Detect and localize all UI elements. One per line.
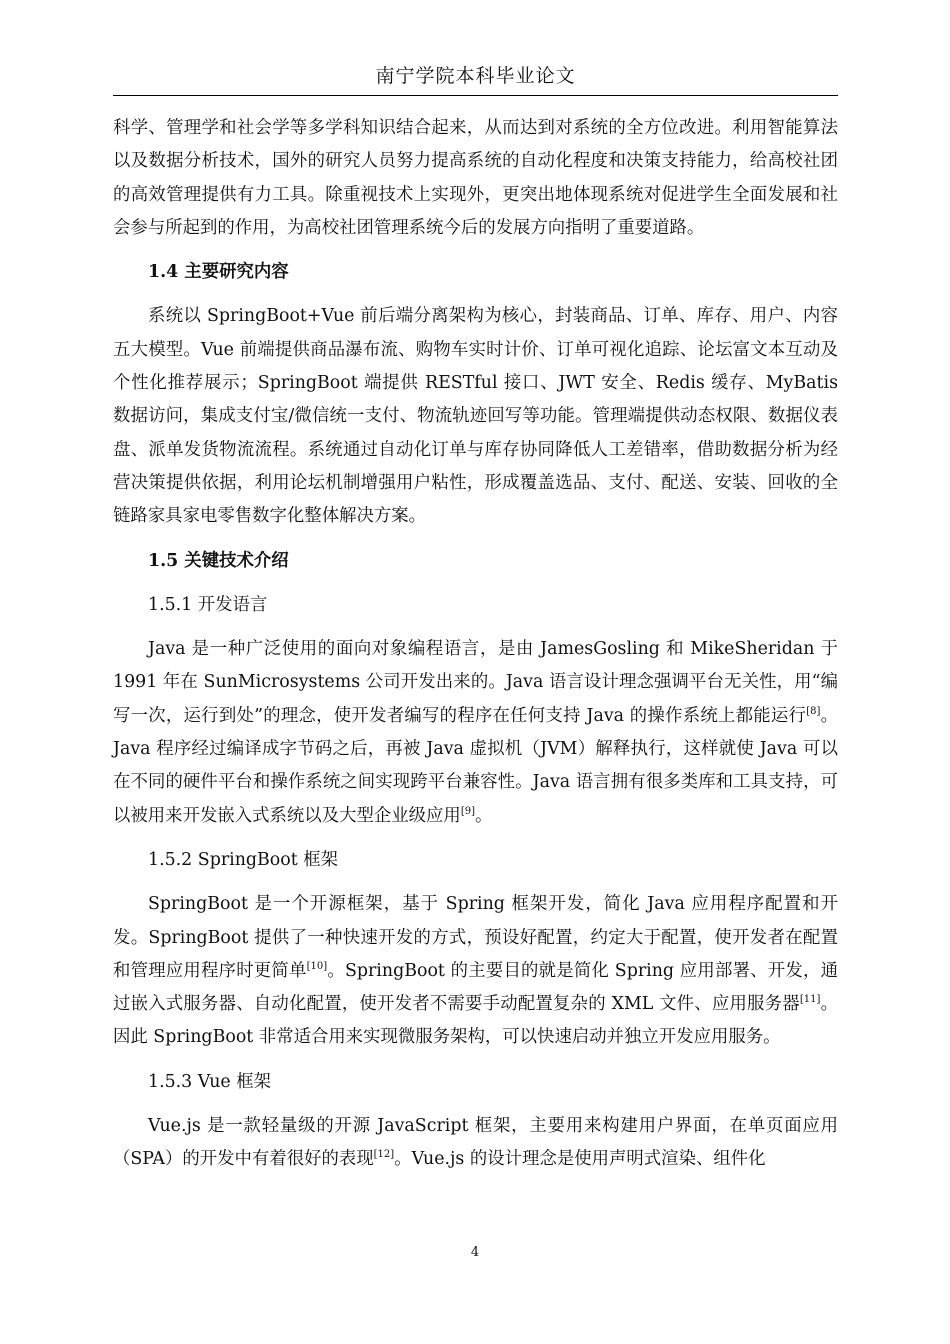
subsection-heading-1-5-3: 1.5.3 Vue 框架: [148, 1071, 272, 1092]
paragraph-research-content: 系统以 SpringBoot+Vue 前后端分离架构为核心，封装商品、订单、库存、用户、内容五大模型。Vue 前端提供商品瀑布流、购物车实时计价、订单可视化追踪、论坛富文本互动及个性化推荐展示；SpringBoot 端提供 RESTful 接口、JWT 安全、Redis 缓存、MyBatis 数据访问，集成支付宝/微信统一支付、物流轨迹回写等功能。管理端提供动态权限、数据仪表盘、派单发货物流流程。系统通过自动化订单与库存协同降低人工差错率，借助数据分析为经营决策提供依据，利用论坛机制增强用户粘性，形成覆盖选品、支付、配送、安装、回收的全链路家具家电零售数字化整体解决方案。: [113, 306, 838, 527]
java-text-part-1: Java 是一种广泛使用的面向对象编程语言，是由 JamesGosling 和 MikeSheridan 于 1991 年在 SunMicrosystems 公司开发出来的。Java 语言设计理念强调平台无关性，用“编写一次，运行到处”的理念，使开发者编写的程序在任何支持 Java 的操作系统上都能运行: [113, 639, 838, 726]
java-text-part-3: 。: [475, 805, 493, 826]
running-header: 南宁学院本科毕业论文: [375, 65, 576, 87]
paragraph-continuation: 科学、管理学和社会学等多学科知识结合起来，从而达到对系统的全方位改进。利用智能算法以及数据分析技术，国外的研究人员努力提高系统的自动化程度和决策支持能力，给高校社团的高效管理提供有力工具。除重视技术上实现外，更突出地体现系统对促进学生全面发展和社会参与所起到的作用，为高校社团管理系统今后的发展方向指明了重要道路。: [113, 118, 838, 238]
citation-9: [9]: [460, 805, 475, 817]
section-heading-1-4: 1.4 主要研究内容: [148, 262, 289, 283]
section-heading-1-5: 1.5 关键技术介绍: [148, 550, 289, 571]
java-text-part-2: 。Java 程序经过编译成字节码之后，再被 Java 虚拟机（JVM）解释执行，这样就使 Java 可以在不同的硬件平台和操作系统之间实现跨平台兼容性。Java 语言拥有很多类库和工具支持，可以被用来开发嵌入式系统以及大型企业级应用: [113, 705, 838, 826]
main-text: [113, 112, 838, 1177]
paragraph-vue: [113, 1110, 838, 1177]
citation-8: [8]: [806, 705, 821, 717]
paragraph-java: [113, 633, 838, 833]
citation-12: [12]: [373, 1149, 395, 1161]
vue-text-part-1: Vue.js 是一款轻量级的开源 JavaScript 框架，主要用来构建用户界面，在单页面应用（SPA）的开发中有着很好的表现: [113, 1116, 838, 1170]
springboot-text-part-3: 。因此 SpringBoot 非常适合用来实现微服务架构，可以快速启动并独立开发应用服务。: [113, 994, 838, 1048]
springboot-text-part-2: 。SpringBoot 的主要目的就是简化 Spring 应用部署、开发，通过嵌入式服务器、自动化配置，使开发者不需要手动配置复杂的 XML 文件、应用服务器: [113, 960, 838, 1015]
page-number: 4: [470, 1245, 480, 1260]
citation-11: [11]: [799, 994, 821, 1006]
subsection-heading-1-5-1: 1.5.1 开发语言: [148, 594, 268, 615]
paragraph-springboot: [113, 888, 838, 1054]
subsection-heading-1-5-2: 1.5.2 SpringBoot 框架: [148, 849, 339, 870]
citation-10: [10]: [306, 960, 328, 972]
header-divider: [113, 95, 838, 96]
vue-text-part-2: 。Vue.js 的设计理念是使用声明式渲染、组件化: [394, 1149, 766, 1170]
springboot-text-part-1: SpringBoot 是一个开源框架，基于 Spring 框架开发，简化 Java 应用程序配置和开发。SpringBoot 提供了一种快速开发的方式，预设好配置，约定大于配置，使开发者在配置和管理应用程序时更简单: [113, 894, 838, 981]
